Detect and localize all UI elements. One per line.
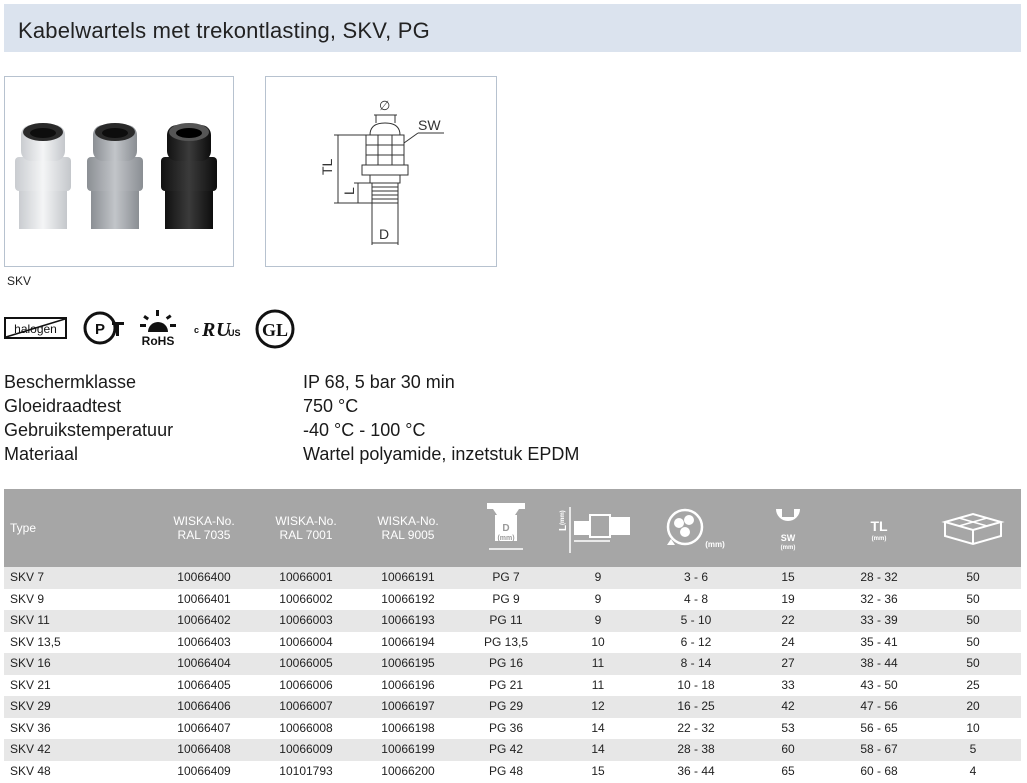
cell-wrench-size: 53 — [781, 720, 795, 735]
cell-ral7001: 10066004 — [279, 634, 333, 649]
cell-thread: PG 11 — [489, 613, 523, 627]
spec-label: Gebruikstemperatuur — [4, 420, 174, 440]
cell-wrench-size: 15 — [781, 570, 795, 584]
cell-ral7001: 10066006 — [279, 677, 333, 692]
halogen-free-icon — [4, 308, 68, 348]
cell-cable-range: 6 - 12 — [680, 634, 712, 649]
cell-cable-range: 3 - 6 — [683, 570, 708, 584]
svg-text:US: US — [228, 328, 241, 338]
page-title: Kabelwartels met trekontlasting, SKV, PG — [18, 18, 430, 43]
technical-drawing — [265, 76, 497, 267]
cell-total-length: 28 - 32 — [860, 570, 898, 584]
cable-glands-photo — [5, 77, 235, 268]
cell-type: SKV 16 — [10, 656, 51, 670]
cell-package-qty: 20 — [966, 699, 980, 713]
cell-ral7035: 10066407 — [177, 720, 231, 735]
cell-length: 14 — [591, 720, 605, 735]
spec-label: Materiaal — [4, 444, 79, 464]
table-row — [4, 632, 1021, 654]
svg-text:c: c — [194, 325, 200, 335]
cell-total-length: 33 - 39 — [860, 613, 898, 627]
cell-total-length: 38 - 44 — [860, 656, 898, 670]
cell-ral9005: 10066198 — [381, 720, 435, 735]
cell-total-length: 47 - 56 — [860, 699, 898, 713]
cell-cable-range: 8 - 14 — [680, 656, 712, 670]
cell-ral7035: 10066401 — [177, 591, 231, 606]
table-row — [4, 610, 1021, 632]
cell-ral7035: 10066402 — [177, 613, 231, 627]
svg-text:(mm): (mm) — [705, 540, 725, 549]
svg-text:D: D — [502, 523, 510, 534]
svg-text:L: L — [558, 524, 569, 531]
cell-cable-range: 5 - 10 — [680, 613, 712, 627]
cell-ral7035: 10066405 — [177, 677, 231, 692]
cell-cable-range: 10 - 18 — [677, 677, 715, 692]
svg-text:halogen: halogen — [14, 322, 57, 336]
cell-wrench-size: 60 — [781, 742, 795, 756]
cell-wrench-size: 33 — [781, 677, 795, 692]
product-photo — [4, 76, 234, 267]
cell-type: SKV 13,5 — [10, 634, 61, 649]
cell-type: SKV 29 — [10, 699, 51, 713]
cell-length: 9 — [594, 570, 602, 584]
rohs-icon — [134, 308, 182, 348]
svg-text:SW: SW — [780, 533, 796, 543]
cell-package-qty: 4 — [969, 763, 977, 778]
cell-thread: PG 21 — [488, 677, 524, 692]
cell-ral7035: 10066403 — [177, 634, 231, 649]
total-length-icon — [834, 489, 924, 567]
cell-length: 11 — [591, 656, 605, 670]
table-row — [4, 589, 1021, 611]
drawing-d-label: D — [379, 226, 390, 242]
spec-label: Beschermklasse — [4, 372, 137, 392]
cell-ral9005: 10066193 — [381, 613, 435, 627]
spec-value: 750 °C — [303, 396, 359, 416]
cell-thread: PG 42 — [488, 742, 524, 756]
cell-thread: PG 16 — [488, 656, 524, 670]
cell-total-length: 58 - 67 — [860, 742, 898, 756]
svg-text:R: R — [202, 319, 216, 341]
cell-ral7035: 10066408 — [177, 742, 231, 756]
cell-ral7035: 10066406 — [177, 699, 231, 713]
cell-total-length: 32 - 36 — [860, 591, 898, 606]
cell-package-qty: 50 — [966, 591, 980, 606]
cell-package-qty: 50 — [966, 656, 980, 670]
cell-ral9005: 10066196 — [381, 677, 435, 692]
table-header — [4, 489, 1021, 567]
svg-text:GL: GL — [261, 320, 289, 340]
cell-type: SKV 36 — [10, 720, 51, 735]
cell-ral7001: 10066001 — [279, 570, 333, 584]
cell-wrench-size: 42 — [781, 699, 795, 713]
cell-thread: PG 48 — [488, 763, 524, 778]
cable-diameter-icon — [648, 489, 744, 567]
svg-text:(mm): (mm) — [871, 536, 887, 542]
cell-ral7001: 10066002 — [279, 591, 333, 606]
cell-ral9005: 10066199 — [381, 742, 435, 756]
cell-package-qty: 5 — [969, 742, 977, 756]
svg-text:(mm): (mm) — [560, 510, 566, 525]
product-table — [4, 489, 1021, 782]
svg-text:RoHS: RoHS — [141, 334, 175, 348]
drawing-diameter-label: ∅ — [379, 98, 391, 113]
gl-certification-icon — [254, 308, 296, 350]
cell-cable-range: 36 - 44 — [677, 763, 715, 778]
table-row — [4, 653, 1021, 675]
cell-ral7001: 10066007 — [279, 699, 333, 713]
cell-type: SKV 9 — [10, 591, 45, 606]
cell-total-length: 60 - 68 — [860, 763, 898, 778]
cell-cable-range: 22 - 32 — [677, 720, 715, 735]
ul-listed-icon — [190, 308, 242, 348]
cell-length: 11 — [591, 677, 605, 692]
cell-wrench-size: 65 — [781, 763, 795, 778]
drawing-sw-label: SW — [418, 117, 441, 133]
table-row — [4, 761, 1021, 783]
cell-thread: PG 7 — [492, 570, 520, 584]
cell-ral7035: 10066409 — [177, 763, 231, 778]
dimension-drawing — [266, 77, 498, 268]
cell-length: 12 — [591, 699, 605, 713]
spec-label: Gloeidraadtest — [4, 396, 122, 416]
cell-thread: PG 29 — [488, 699, 524, 713]
header-ral9005: WISKA-No. RAL 9005 — [377, 514, 439, 542]
cell-length: 9 — [594, 613, 602, 627]
cell-cable-range: 16 - 25 — [677, 699, 715, 713]
cell-total-length: 35 - 41 — [860, 634, 898, 649]
cell-wrench-size: 22 — [781, 613, 795, 627]
cell-thread: PG 9 — [492, 591, 520, 606]
cell-ral9005: 10066197 — [381, 699, 435, 713]
cell-ral7001: 10066008 — [279, 720, 333, 735]
cell-thread: PG 13,5 — [483, 634, 529, 649]
cell-type: SKV 48 — [10, 763, 51, 778]
cell-length: 9 — [594, 591, 602, 606]
cell-length: 10 — [591, 634, 605, 649]
package-quantity-icon — [928, 489, 1018, 567]
cell-ral9005: 10066200 — [381, 763, 435, 778]
spec-value: IP 68, 5 bar 30 min — [303, 372, 455, 392]
svg-text:TL: TL — [870, 518, 888, 534]
wrench-size-icon — [748, 489, 828, 567]
cell-type: SKV 7 — [10, 570, 45, 584]
cell-length: 15 — [591, 763, 605, 778]
cell-ral7035: 10066400 — [177, 570, 231, 584]
cell-ral7001: 10101793 — [279, 763, 333, 778]
svg-text:U: U — [216, 319, 231, 341]
table-row — [4, 696, 1021, 718]
cell-ral9005: 10066191 — [381, 570, 435, 584]
table-row — [4, 739, 1021, 761]
cell-package-qty: 50 — [966, 613, 980, 627]
table-row — [4, 718, 1021, 740]
table-row — [4, 675, 1021, 697]
svg-text:P: P — [94, 321, 106, 338]
cell-package-qty: 50 — [966, 634, 980, 649]
cell-wrench-size: 24 — [781, 634, 795, 649]
cell-wrench-size: 27 — [781, 656, 795, 670]
thread-size-icon — [462, 489, 550, 567]
cell-type: SKV 21 — [10, 677, 51, 692]
cell-ral7001: 10066005 — [279, 656, 333, 670]
cell-total-length: 43 - 50 — [860, 677, 898, 692]
cell-wrench-size: 19 — [781, 591, 795, 606]
pct-certification-icon — [82, 308, 126, 348]
drawing-l-label: L — [341, 187, 357, 195]
cell-type: SKV 42 — [10, 742, 51, 756]
cell-cable-range: 28 - 38 — [677, 742, 715, 756]
header-type: Type — [10, 521, 37, 535]
length-icon — [554, 489, 642, 567]
table-body — [4, 567, 1021, 782]
cell-package-qty: 50 — [966, 570, 980, 584]
cell-type: SKV 11 — [10, 613, 50, 627]
cell-thread: PG 36 — [488, 720, 524, 735]
cell-cable-range: 4 - 8 — [683, 591, 708, 606]
cell-ral9005: 10066194 — [381, 634, 435, 649]
cell-ral9005: 10066192 — [381, 591, 435, 606]
cell-package-qty: 10 — [966, 720, 980, 735]
drawing-tl-label: TL — [319, 158, 335, 175]
cell-length: 14 — [591, 742, 605, 756]
cell-total-length: 56 - 65 — [860, 720, 898, 735]
header-ral7001: WISKA-No. RAL 7001 — [275, 514, 337, 542]
cell-ral7001: 10066009 — [279, 742, 333, 756]
spec-value: Wartel polyamide, inzetstuk EPDM — [303, 444, 580, 464]
cell-ral7001: 10066003 — [279, 613, 333, 627]
table-row — [4, 567, 1021, 589]
photo-caption: SKV — [7, 274, 32, 288]
svg-text:(mm): (mm) — [497, 535, 515, 542]
header-ral7035: WISKA-No. RAL 7035 — [173, 514, 235, 542]
title-bar — [4, 4, 1021, 52]
cell-ral9005: 10066195 — [381, 656, 435, 670]
svg-text:(mm): (mm) — [780, 545, 796, 551]
cell-ral7035: 10066404 — [177, 656, 231, 670]
spec-value: -40 °C - 100 °C — [303, 420, 426, 440]
cell-package-qty: 25 — [966, 677, 980, 692]
